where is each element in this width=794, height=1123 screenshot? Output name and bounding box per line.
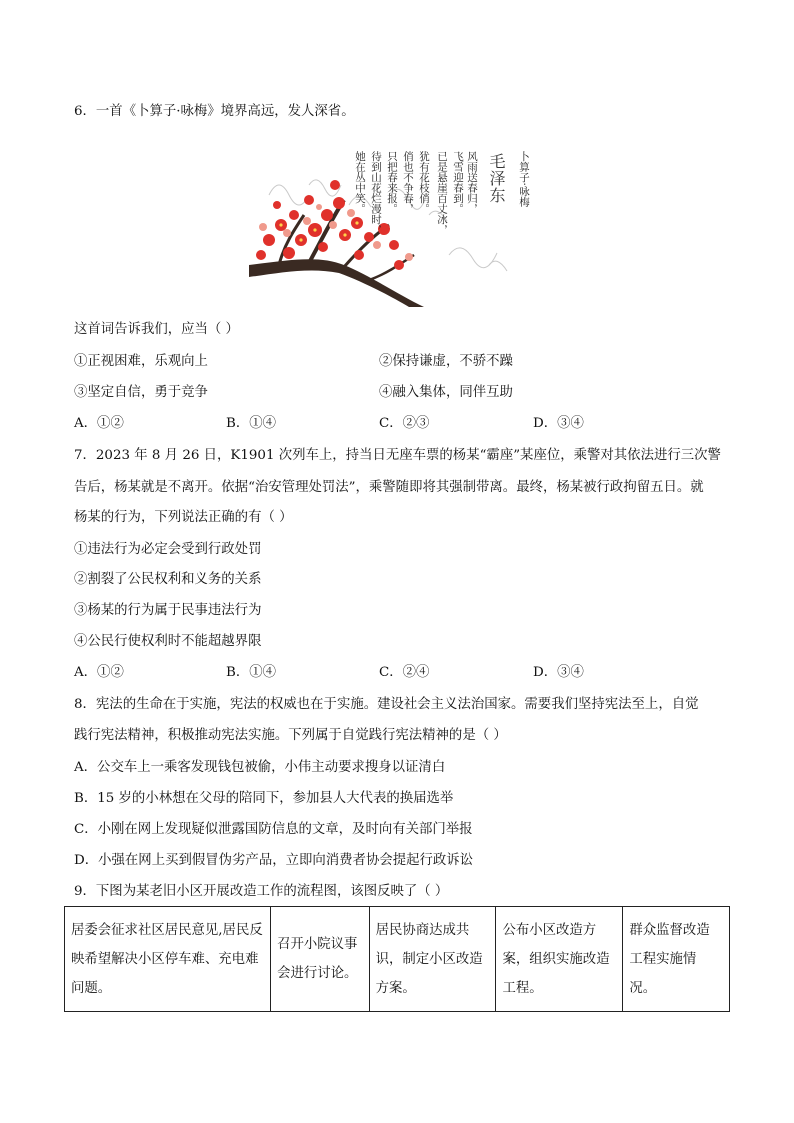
flow-step-4: 公布小区改造方案，组织实施改造工程。 xyxy=(496,907,623,1012)
q7-choice-c[interactable]: C．②④ xyxy=(379,665,430,680)
q7-choice-d[interactable]: D．③④ xyxy=(533,665,584,680)
poem-line: 只把春来报。 xyxy=(386,151,398,214)
q8-option-b[interactable]: B．15 岁的小林想在父母的陪同下，参加县人大代表的换届选举 xyxy=(74,791,454,806)
q7-choice-a[interactable]: A．①② xyxy=(74,665,124,680)
poem-title: 卜算子·咏梅 xyxy=(518,151,530,207)
q8-stem-line-2: 践行宪法精神，积极推动宪法实施。下列属于自觉践行宪法精神的是（ ） xyxy=(74,728,507,743)
renovation-flowchart-table xyxy=(64,906,730,1012)
poem-line: 犹有花枝俏。 xyxy=(418,151,430,214)
q6-question: 这首词告诉我们，应当（ ） xyxy=(74,322,239,337)
q9-stem: 9．下图为某老旧小区开展改造工作的流程图，该图反映了（ ） xyxy=(74,884,449,899)
q8-stem-line-1: 8．宪法的生命在于实施，宪法的权威也在于实施。建设社会主义法治国家。需要我们坚持宪法至上，自觉 xyxy=(74,697,699,712)
plum-blossom-poem-image xyxy=(249,145,545,307)
poem-line: 待到山花烂漫时， xyxy=(370,151,382,235)
flow-step-5: 群众监督改造工程实施情况。 xyxy=(623,907,730,1012)
q7-stem-line-2: 告后，杨某就是不离开。依据“治安管理处罚法”，乘警随即将其强制带离。最终，杨某被行政拘留五日。就 xyxy=(74,480,704,495)
flow-step-1: 居委会征求社区居民意见,居民反映希望解决小区停车难、充电难问题。 xyxy=(65,907,271,1012)
poem-line: 风雨送春归， xyxy=(466,151,478,214)
q6-choice-d[interactable]: D．③④ xyxy=(533,416,584,431)
poem-line: 她在丛中笑。 xyxy=(354,151,366,214)
q6-item-1: ①正视困难，乐观向上 xyxy=(74,354,208,369)
q8-option-c[interactable]: C．小刚在网上发现疑似泄露国防信息的文章，及时向有关部门举报 xyxy=(74,822,473,837)
q6-item-4: ④融入集体，同伴互助 xyxy=(379,385,513,400)
poem-line: 俏也不争春， xyxy=(402,151,414,214)
q7-item-1: ①违法行为必定会受到行政处罚 xyxy=(74,542,262,557)
q6-choice-a[interactable]: A．①② xyxy=(74,416,124,431)
q7-choice-b[interactable]: B．①④ xyxy=(226,665,277,680)
poem-line: 已是悬崖百丈冰， xyxy=(436,151,448,235)
q6-item-3: ③坚定自信，勇于竞争 xyxy=(74,385,208,400)
q6-item-2: ②保持谦虚，不骄不躁 xyxy=(379,354,513,369)
poem-author: 毛泽东 xyxy=(487,153,506,204)
q6-stem: 6．一首《卜算子·咏梅》境界高远，发人深省。 xyxy=(74,104,355,119)
flow-step-2: 召开小院议事会进行讨论。 xyxy=(271,907,369,1012)
flow-step-3: 居民协商达成共识，制定小区改造方案。 xyxy=(369,907,496,1012)
q7-item-3: ③杨某的行为属于民事违法行为 xyxy=(74,603,262,618)
q7-item-4: ④公民行使权利时不能超越界限 xyxy=(74,634,262,649)
q8-option-a[interactable]: A．公交车上一乘客发现钱包被偷，小伟主动要求搜身以证清白 xyxy=(74,760,446,775)
q6-choice-c[interactable]: C．②③ xyxy=(379,416,430,431)
q7-stem-line-1: 7．2023 年 8 月 26 日，K1901 次列车上，持当日无座车票的杨某“霸座”某座位，乘警对其依法进行三次警 xyxy=(74,448,721,463)
q7-stem-line-3: 杨某的行为，下列说法正确的有（ ） xyxy=(74,510,293,525)
q6-choice-b[interactable]: B．①④ xyxy=(226,416,277,431)
poem-line: 飞雪迎春到。 xyxy=(452,151,464,214)
q7-item-2: ②割裂了公民权利和义务的关系 xyxy=(74,572,262,587)
q8-option-d[interactable]: D．小强在网上买到假冒伪劣产品，立即向消费者协会提起行政诉讼 xyxy=(74,853,474,868)
